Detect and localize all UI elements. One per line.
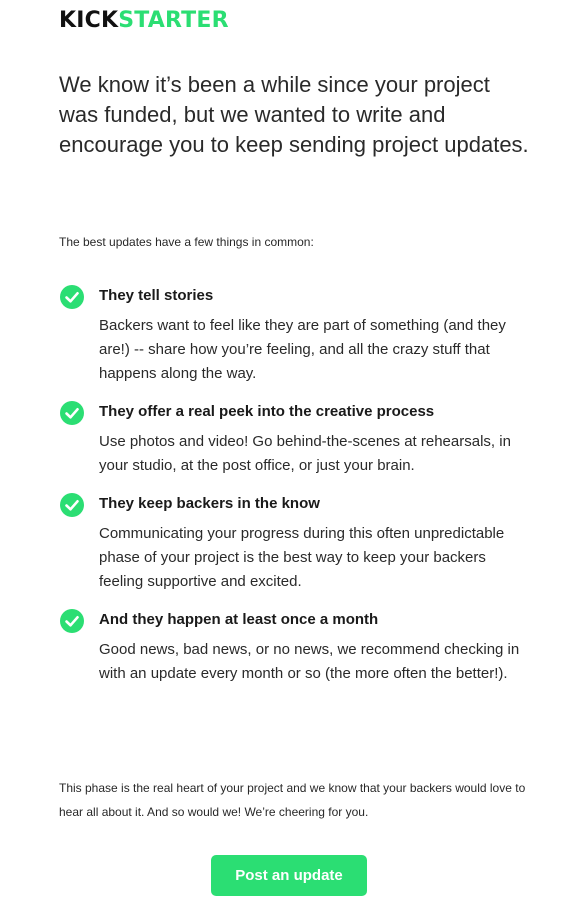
tip-title: And they happen at least once a month xyxy=(99,611,379,628)
tips-list xyxy=(59,283,529,699)
tip-item xyxy=(59,607,529,686)
intro-text: We know it’s been a while since your project was funded, but we wanted to write and encourage you to keep sending project updates. xyxy=(59,72,529,157)
logo-starter-text: STARTER xyxy=(118,8,229,33)
tip-item xyxy=(59,491,529,594)
check-circle-icon xyxy=(60,493,84,517)
tip-description: Backers want to feel like they are part of something (and they are!) -- share how you’re feeling, and all the crazy stuff that happens along the way. xyxy=(99,317,506,382)
tip-title: They offer a real peek into the creative process xyxy=(99,403,435,420)
lead-text: The best updates have a few things in common: xyxy=(59,235,314,249)
kickstarter-logo xyxy=(59,8,229,34)
tip-description: Use photos and video! Go behind-the-scenes at rehearsals, in your studio, at the post office, or just your brain. xyxy=(99,433,511,474)
tip-description: Communicating your progress during this often unpredictable phase of your project is the best way to keep your backers feeling supportive and excited. xyxy=(99,525,505,590)
check-circle-icon xyxy=(60,401,84,425)
closing-text: This phase is the real heart of your project and we know that your backers would love to hear all about it. And so would we! We’re cheering for you. xyxy=(59,781,526,819)
logo-kick-text: KICK xyxy=(59,8,119,33)
tip-title: They keep backers in the know xyxy=(99,495,320,512)
check-circle-icon xyxy=(60,285,84,309)
tip-item xyxy=(59,399,529,478)
check-circle-icon xyxy=(60,609,84,633)
tip-description: Good news, bad news, or no news, we recommend checking in with an update every month or so (the more often the better!). xyxy=(99,641,520,682)
post-update-button[interactable]: Post an update xyxy=(211,855,367,896)
tip-title: They tell stories xyxy=(99,287,214,304)
tip-item xyxy=(59,283,529,386)
